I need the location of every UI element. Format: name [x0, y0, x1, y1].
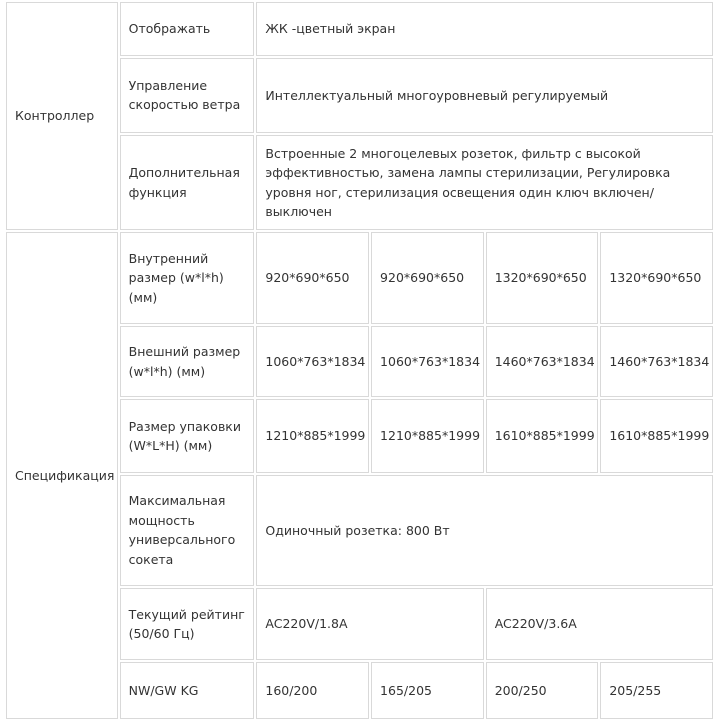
current-rating-value: AC220V/3.6A — [486, 588, 713, 661]
socket-power-value: Одиночный розетка: 800 Вт — [256, 475, 713, 586]
extra-function-value: Встроенные 2 многоцелевых розеток, фильтр с высокой эффективностью, замена лампы стерилизации, Регулировка уровня ног, стерилизация освещения один ключ включен/ выключен — [256, 135, 713, 230]
external-size-value: 1460*763*1834 — [600, 326, 713, 398]
package-size-value: 1210*885*1999 — [256, 399, 369, 473]
spec-table — [4, 0, 715, 721]
row-label-display: Отображать — [120, 2, 255, 55]
internal-size-value: 920*690*650 — [371, 232, 484, 324]
weight-value: 165/205 — [371, 662, 484, 719]
row-label-extra-function: Дополнительная функция — [120, 135, 255, 230]
row-label-internal-size: Внутренний размер (w*l*h) (мм) — [120, 232, 255, 324]
package-size-value: 1610*885*1999 — [486, 399, 599, 473]
wind-speed-value: Интеллектуальный многоуровневый регулируемый — [256, 58, 713, 134]
display-value: ЖК -цветный экран — [256, 2, 713, 55]
row-label-current-rating: Текущий рейтинг (50/60 Гц) — [120, 588, 255, 661]
external-size-value: 1460*763*1834 — [486, 326, 599, 398]
weight-value: 205/255 — [600, 662, 713, 719]
internal-size-value: 1320*690*650 — [486, 232, 599, 324]
table-row — [6, 2, 713, 55]
row-label-external-size: Внешний размер (w*l*h) (мм) — [120, 326, 255, 398]
current-rating-value: AC220V/1.8A — [256, 588, 483, 661]
external-size-value: 1060*763*1834 — [371, 326, 484, 398]
weight-value: 200/250 — [486, 662, 599, 719]
group-label-controller: Контроллер — [6, 2, 118, 230]
row-label-weight: NW/GW KG — [120, 662, 255, 719]
internal-size-value: 920*690*650 — [256, 232, 369, 324]
internal-size-value: 1320*690*650 — [600, 232, 713, 324]
table-row — [6, 232, 713, 324]
external-size-value: 1060*763*1834 — [256, 326, 369, 398]
group-label-spec: Спецификация — [6, 232, 118, 719]
row-label-package-size: Размер упаковки (W*L*H) (мм) — [120, 399, 255, 473]
package-size-value: 1210*885*1999 — [371, 399, 484, 473]
row-label-wind-speed: Управление скоростью ветра — [120, 58, 255, 134]
weight-value: 160/200 — [256, 662, 369, 719]
row-label-socket-power: Максимальная мощность универсального сокета — [120, 475, 255, 586]
package-size-value: 1610*885*1999 — [600, 399, 713, 473]
